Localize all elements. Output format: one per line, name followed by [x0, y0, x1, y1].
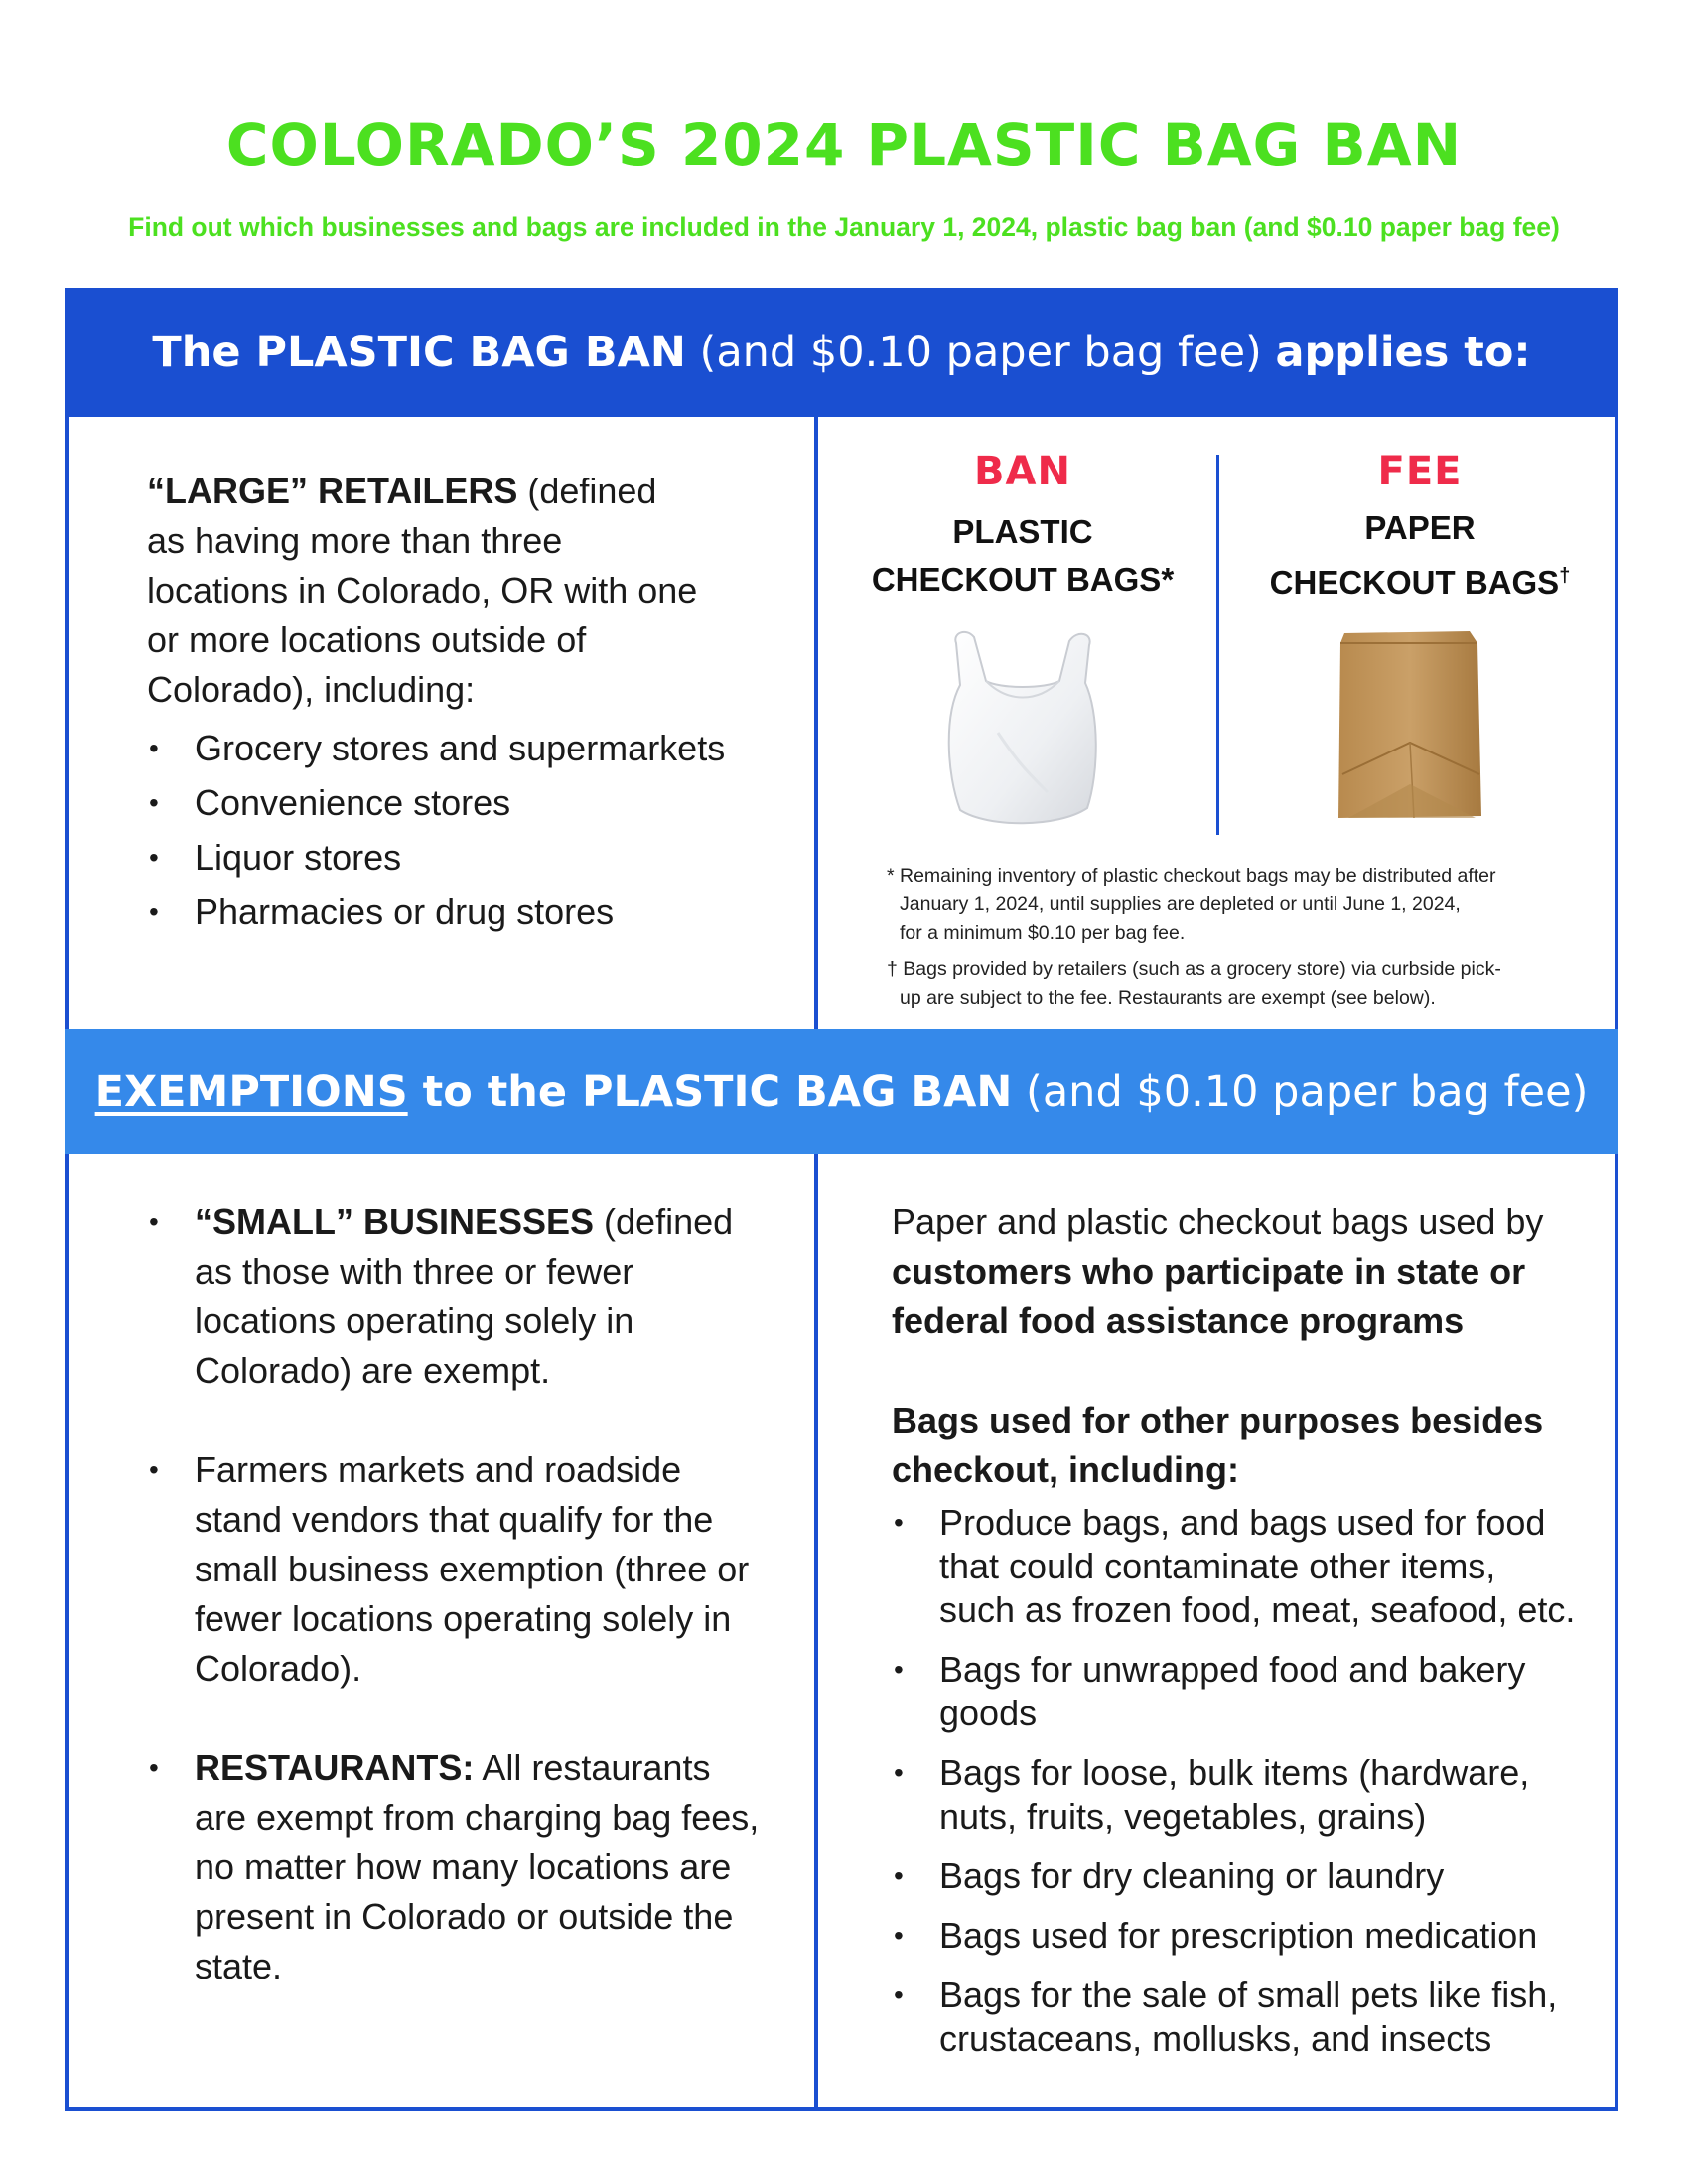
- paper-bag-icon: [1331, 625, 1489, 824]
- list-item: • Convenience stores: [147, 775, 782, 830]
- fee-bag-name-line1: PAPER: [1364, 509, 1476, 546]
- applies-band-regular: (and $0.10 paper bag fee): [685, 328, 1276, 377]
- list-item: • Bags for dry cleaning or laundry: [892, 1854, 1577, 1898]
- applies-band-bold-2: applies to:: [1275, 328, 1531, 377]
- applies-header-band: [65, 288, 1618, 417]
- ban-column: [844, 449, 1201, 604]
- fee-bag-name: [1241, 504, 1599, 607]
- fee-tag: FEE: [1377, 449, 1463, 494]
- exemptions-column-divider: [814, 1154, 818, 2111]
- applies-band-bold-1: The PLASTIC BAG BAN: [152, 328, 686, 377]
- exemptions-band-label: EXEMPTIONS: [94, 1066, 408, 1117]
- ban-bag-name-line1: PLASTIC: [952, 513, 1093, 550]
- list-item: • Produce bags, and bags used for food that could contaminate other items, such as frozen food, meat, seafood, etc.: [892, 1501, 1577, 1632]
- large-retailers-text: (defined as having more than three locations in Colorado, OR with one or more locations outside of Colorado), including:: [147, 471, 698, 710]
- paper-bag-footnote: † Bags provided by retailers (such as a grocery store) via curbside pick- up are subject to the fee. Restaurants are exempt (see below).: [887, 958, 1501, 1009]
- list-item: • Bags for unwrapped food and bakery goods: [892, 1648, 1577, 1735]
- large-retailers-definition: [147, 467, 703, 715]
- food-assistance-exemption: Paper and plastic checkout bags used by customers who participate in state or federal food assistance programs: [892, 1201, 1544, 1341]
- ban-bag-name: [844, 508, 1201, 604]
- small-business-exemption: • “SMALL” BUSINESSES (defined as those with three or fewer locations operating solely in Colorado) are exempt.: [147, 1197, 763, 1396]
- list-item: • Bags for the sale of small pets like fish, crustaceans, mollusks, and insects: [892, 1974, 1577, 2061]
- list-item: • Bags for loose, bulk items (hardware, nuts, fruits, vegetables, grains): [892, 1751, 1577, 1839]
- restaurant-exemption: • RESTAURANTS: All restaurants are exempt from charging bag fees, no matter how many locations are present in Colorado or outside the state.: [147, 1743, 763, 1991]
- fee-column: [1241, 449, 1599, 607]
- page-title: COLORADO’S 2024 PLASTIC BAG BAN: [225, 111, 1463, 179]
- farmers-market-exemption: • Farmers markets and roadside stand vendors that qualify for the small business exemption (three or fewer locations operating solely in Colorado).: [147, 1445, 763, 1694]
- other-purposes-list: [892, 1501, 1577, 2061]
- other-purposes-heading: Bags used for other purposes besides checkout, including:: [892, 1400, 1544, 1490]
- plastic-bag-icon: [938, 623, 1107, 832]
- list-item: • Bags used for prescription medication: [892, 1914, 1577, 1958]
- list-item: • Grocery stores and supermarkets: [147, 721, 782, 775]
- list-item: • Pharmacies or drug stores: [147, 885, 782, 939]
- plastic-bag-footnote: * Remaining inventory of plastic checkout bags may be distributed after January 1, 2024, until supplies are depleted or until June 1, 2024, for a minimum $0.10 per bag fee.: [887, 865, 1496, 944]
- ban-tag: BAN: [974, 449, 1071, 494]
- ban-bag-name-line2: CHECKOUT BAGS*: [871, 561, 1175, 598]
- list-item: • Liquor stores: [147, 830, 782, 885]
- exemptions-band-bold: to the PLASTIC BAG BAN: [407, 1066, 1013, 1117]
- ban-fee-divider: [1216, 455, 1219, 835]
- exemptions-left-list: [147, 1197, 763, 1991]
- large-retailers-label: “LARGE” RETAILERS: [147, 471, 518, 511]
- applies-column-divider: [814, 417, 818, 1029]
- exemptions-band-regular: (and $0.10 paper bag fee): [1012, 1066, 1589, 1117]
- exemptions-header-band: [65, 1029, 1618, 1154]
- page-subtitle: Find out which businesses and bags are included in the January 1, 2024, plastic bag ban (and $0.10 paper bag fee): [128, 212, 1560, 242]
- fee-bag-name-line2: CHECKOUT BAGS†: [1269, 564, 1571, 601]
- retailer-types-list: [147, 721, 782, 939]
